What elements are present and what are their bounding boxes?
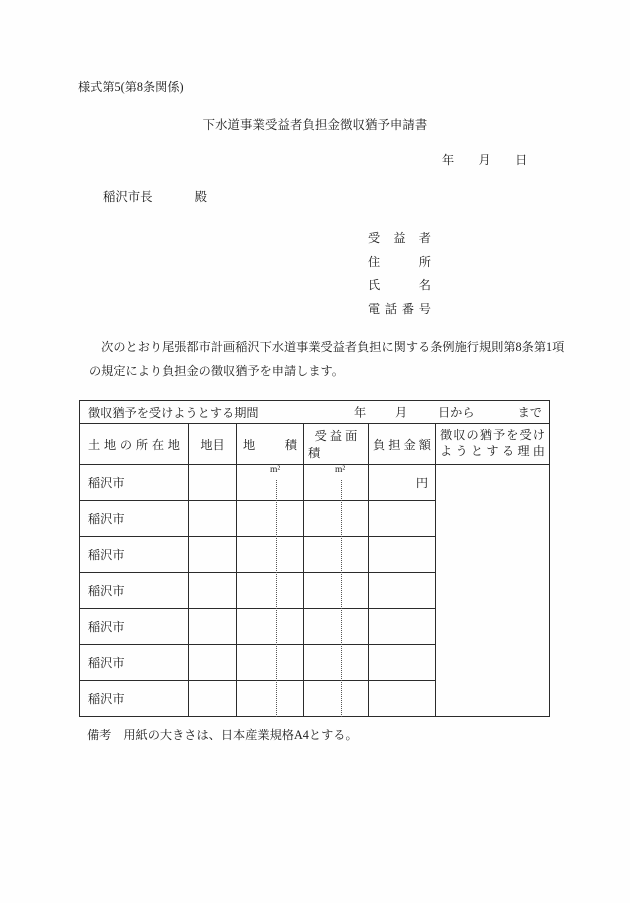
address-label: 住 所 <box>368 254 431 269</box>
header-reason <box>436 424 550 465</box>
benefit-area-cell <box>304 501 369 537</box>
body-line-2: の規定により負担金の徴収猶予を申請します。 <box>89 364 344 378</box>
header-location: 土 地 の 所 在 地 <box>80 424 189 465</box>
beneficiary-label: 受 益 者 <box>368 231 431 245</box>
amount-cell <box>369 501 436 537</box>
location-cell: 稲沢市 <box>80 681 189 717</box>
amount-cell <box>369 681 436 717</box>
header-reason-line-1: 徴収の猶予を受け <box>440 428 545 443</box>
benefit-area-cell <box>304 537 369 573</box>
addressee-line <box>103 187 207 205</box>
land-category-cell <box>189 645 237 681</box>
period-month-label: 月 <box>395 405 408 420</box>
applicant-block <box>368 227 431 322</box>
benefit-area-cell <box>304 465 369 501</box>
remark-line <box>87 726 358 743</box>
header-benefit-area: 受 益 面 積 <box>304 424 369 465</box>
land-area-cell <box>237 645 304 681</box>
period-until-label: まで <box>517 405 542 420</box>
land-category-cell <box>189 501 237 537</box>
amount-cell <box>369 645 436 681</box>
document-title: 下水道事業受益者負担金徴収猶予申請書 <box>202 118 428 132</box>
square-meter-unit: m² <box>270 465 281 475</box>
land-area-cell <box>237 609 304 645</box>
header-land-category: 地目 <box>189 424 237 465</box>
header-contribution-amount: 負 担 金 額 <box>369 424 436 465</box>
period-label: 徴収猶予を受けようとする期間 <box>88 405 259 420</box>
remark-label: 備考 <box>87 728 112 742</box>
benefit-area-cell <box>304 609 369 645</box>
land-category-cell <box>189 681 237 717</box>
land-area-cell <box>237 501 304 537</box>
name-label: 氏 名 <box>368 278 431 293</box>
dotted-guide-line-land-area <box>276 480 277 717</box>
land-area-cell <box>237 537 304 573</box>
benefit-area-cell <box>304 681 369 717</box>
benefit-area-cell <box>304 645 369 681</box>
yen-unit: 円 <box>415 476 428 490</box>
deferral-table-grid <box>79 400 550 717</box>
period-year-label: 年 <box>354 405 367 420</box>
form-number: 様式第5(第8条関係) <box>78 80 184 94</box>
square-meter-unit: m² <box>335 465 346 475</box>
period-row-cell <box>80 401 550 424</box>
land-area-cell <box>237 573 304 609</box>
land-area-cell <box>237 465 304 501</box>
body-line-1: 次のとおり尾張都市計画稲沢下水道事業受益者負担に関する条例施行規則第8条第1項 <box>89 340 565 354</box>
date-line: 年 月 日 <box>442 153 528 167</box>
land-category-cell <box>189 537 237 573</box>
land-category-cell <box>189 573 237 609</box>
header-reason-line-2: ようとする理由 <box>440 444 545 458</box>
addressee-honorific: 殿 <box>194 190 207 204</box>
location-cell: 稲沢市 <box>80 609 189 645</box>
remark-text: 用紙の大きさは、日本産業規格A4とする。 <box>123 728 358 742</box>
amount-cell <box>369 573 436 609</box>
amount-cell <box>369 465 436 501</box>
location-cell: 稲沢市 <box>80 465 189 501</box>
location-cell: 稲沢市 <box>80 645 189 681</box>
land-area-cell <box>237 681 304 717</box>
benefit-area-cell <box>304 573 369 609</box>
amount-cell <box>369 537 436 573</box>
header-land-area: 地 積 <box>237 424 304 465</box>
land-category-cell <box>189 609 237 645</box>
body-paragraph <box>89 335 571 383</box>
location-cell: 稲沢市 <box>80 573 189 609</box>
addressee-name: 稲沢市長 <box>103 190 153 204</box>
period-day-from-label: 日から <box>438 405 475 420</box>
reason-cell <box>436 465 550 717</box>
amount-cell <box>369 609 436 645</box>
land-category-cell <box>189 465 237 501</box>
dotted-guide-line-benefit-area <box>341 480 342 717</box>
deferral-table <box>79 400 549 717</box>
location-cell: 稲沢市 <box>80 501 189 537</box>
location-cell: 稲沢市 <box>80 537 189 573</box>
phone-label: 電話番号 <box>368 302 431 317</box>
